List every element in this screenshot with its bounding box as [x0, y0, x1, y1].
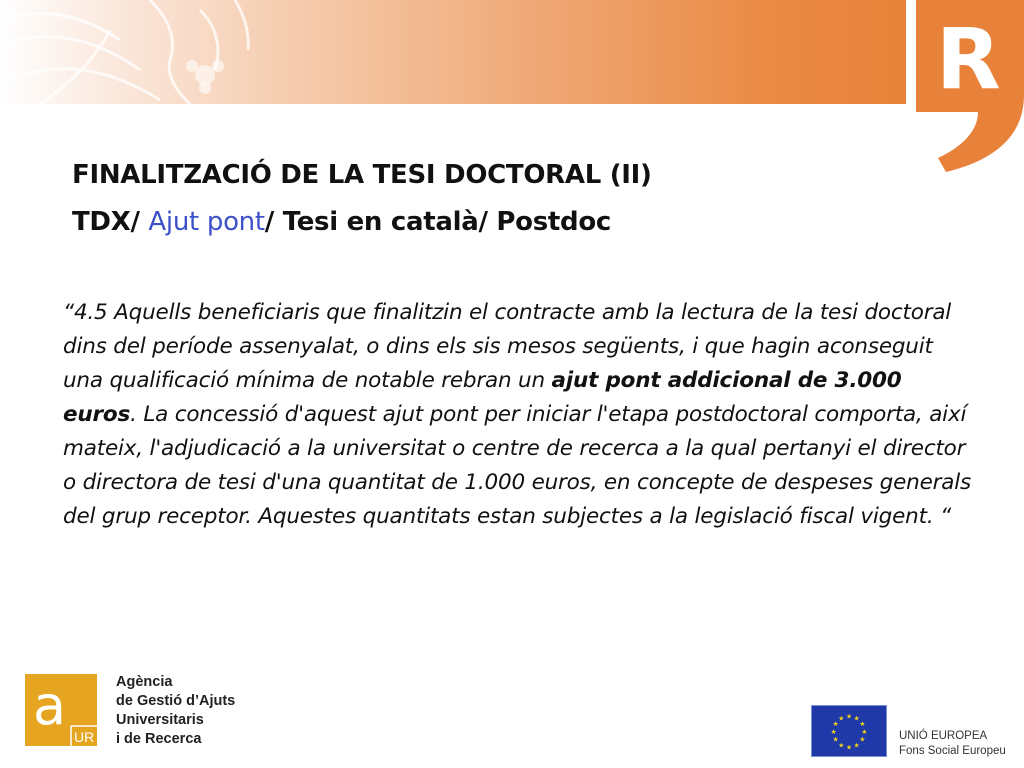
quote-paragraph [63, 296, 973, 534]
eu-flag-icon [811, 705, 887, 757]
agaur-line-4: i de Recerca [116, 731, 202, 747]
eu-star: ★ [853, 714, 860, 723]
eu-line-2: Fons Social Europeu [899, 745, 1006, 757]
agaur-logo-icon [25, 674, 97, 746]
agaur-line-1: Agència [116, 674, 173, 690]
eu-star: ★ [830, 727, 837, 736]
agaur-logo-letter: a [33, 674, 67, 737]
eu-star: ★ [859, 720, 866, 729]
eu-label [899, 729, 1006, 759]
subtitle-highlight-link[interactable]: Ajut pont [148, 207, 265, 237]
header-banner [0, 0, 906, 104]
quote-bold-amount: ajut pont addicional de 3.000 euros [63, 368, 902, 427]
eu-line-1: UNIÓ EUROPEA [899, 730, 988, 742]
slide-subtitle [72, 207, 611, 237]
eu-star: ★ [861, 727, 868, 736]
eu-star: ★ [853, 741, 860, 750]
ornament-emblem [0, 0, 300, 104]
agaur-logo-initials: UR [74, 729, 95, 745]
slide-title: FINALITZACIÓ DE LA TESI DOCTORAL (II) [72, 160, 652, 190]
subtitle-part-2: / Tesi en català/ Postdoc [264, 207, 612, 237]
agaur-line-2: de Gestió d’Ajuts [116, 693, 236, 709]
subtitle-part-1: TDX/ [72, 207, 149, 237]
banner-gap [906, 0, 916, 104]
quote-text-end: . La concessió d'aquest ajut pont per iniciar l'etapa postdoctoral comporta, així mateix, l'adjudicació a la universitat o centre de recerca a la qual pertanyi el director o directora de tesi d'una quantitat de 1.000 euros, en concepte de despeses generals del grup receptor. Aquestes quantitats estan subjectes a la legislació fiscal vigent. “ [63, 402, 972, 529]
r-logo-icon [916, 0, 1024, 175]
eu-star: ★ [845, 712, 853, 721]
agaur-line-3: Universitaris [116, 712, 204, 728]
r-logo-letter: R [936, 10, 1001, 108]
eu-star: ★ [845, 743, 853, 752]
eu-star: ★ [832, 735, 839, 744]
eu-star: ★ [838, 741, 845, 750]
eu-star: ★ [838, 714, 845, 723]
agaur-name [116, 673, 235, 749]
quote-text-start: “4.5 Aquells beneficiaris que finalitzin el contracte amb la lectura de la tesi doctoral dins del període assenyalat, o dins els sis mesos següents, i que hagin aconseguit una qualificació mínima de notable rebran un [63, 300, 952, 393]
eu-star: ★ [832, 720, 839, 729]
eu-star: ★ [859, 735, 866, 744]
